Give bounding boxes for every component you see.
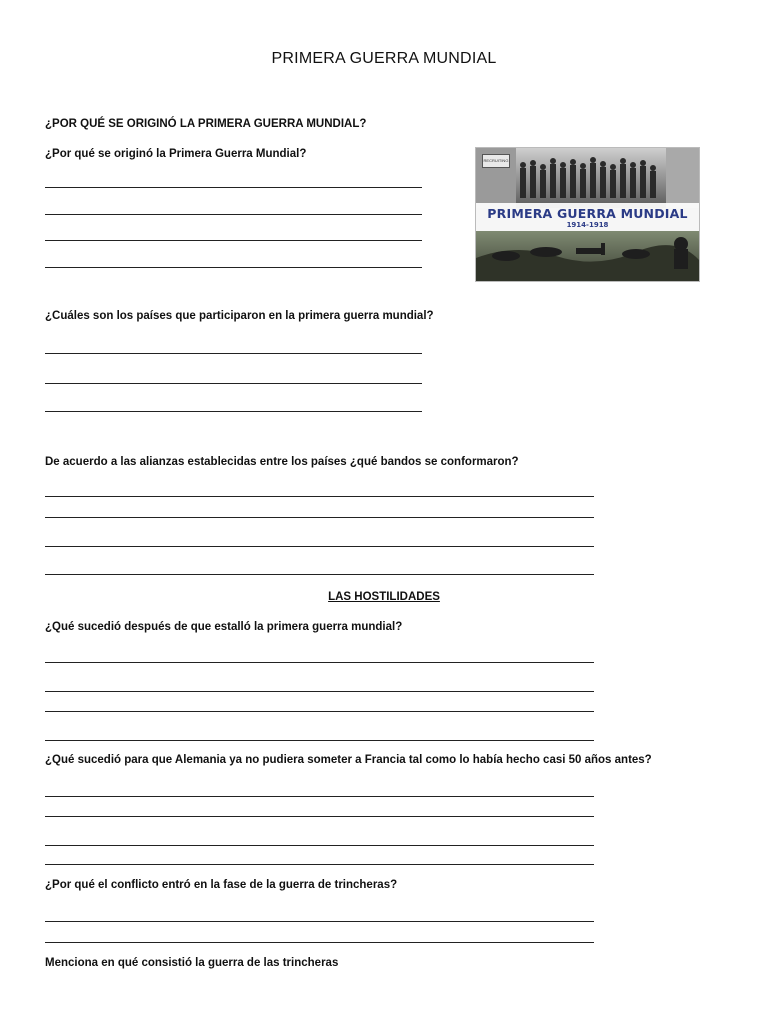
answer-line[interactable] bbox=[45, 411, 422, 412]
answer-line[interactable] bbox=[45, 214, 422, 215]
answer-line[interactable] bbox=[45, 816, 594, 817]
answer-line[interactable] bbox=[45, 267, 422, 268]
answer-line[interactable] bbox=[45, 187, 422, 188]
answer-line[interactable] bbox=[45, 546, 594, 547]
main-heading bbox=[45, 118, 366, 130]
answer-line[interactable] bbox=[45, 864, 594, 865]
answer-line[interactable] bbox=[45, 691, 594, 692]
recruiting-sign: RECRUITING bbox=[482, 154, 510, 168]
question-5: ¿Qué sucedió para que Alemania ya no pudiera someter a Francia tal como lo había hecho casi 50 años antes? bbox=[45, 754, 652, 766]
section-title: LAS HOSTILIDADES bbox=[328, 591, 440, 603]
ww1-image bbox=[475, 147, 700, 282]
answer-line[interactable] bbox=[45, 662, 594, 663]
answer-line[interactable] bbox=[45, 517, 594, 518]
answer-line[interactable] bbox=[45, 942, 594, 943]
question-3: De acuerdo a las alianzas establecidas entre los países ¿qué bandos se conformaron? bbox=[45, 456, 519, 468]
question-2: ¿Cuáles son los países que participaron en la primera guerra mundial? bbox=[45, 310, 434, 322]
answer-line[interactable] bbox=[45, 240, 422, 241]
answer-line[interactable] bbox=[45, 496, 594, 497]
answer-line[interactable] bbox=[45, 796, 594, 797]
answer-line[interactable] bbox=[45, 383, 422, 384]
question-4: ¿Qué sucedió después de que estalló la primera guerra mundial? bbox=[45, 621, 403, 633]
answer-line[interactable] bbox=[45, 574, 594, 575]
image-title: PRIMERA GUERRA MUNDIAL bbox=[487, 206, 688, 221]
image-banner bbox=[476, 203, 699, 231]
main-heading-prefix: ¿POR QUÉ SE ORIGINÓ LA bbox=[45, 118, 198, 130]
image-years: 1914-1918 bbox=[566, 221, 609, 229]
answer-line[interactable] bbox=[45, 921, 594, 922]
answer-line[interactable] bbox=[45, 845, 594, 846]
page-title: PRIMERA GUERRA MUNDIAL bbox=[271, 50, 497, 67]
answer-line[interactable] bbox=[45, 353, 422, 354]
question-7: Menciona en qué consistió la guerra de las trincheras bbox=[45, 957, 339, 969]
main-heading-bold: PRIMERA GUERRA MUNDIAL? bbox=[197, 118, 367, 130]
answer-line[interactable] bbox=[45, 711, 594, 712]
answer-line[interactable] bbox=[45, 740, 594, 741]
question-6: ¿Por qué el conflicto entró en la fase de la guerra de trincheras? bbox=[45, 879, 398, 891]
question-1: ¿Por qué se originó la Primera Guerra Mundial? bbox=[45, 148, 307, 160]
